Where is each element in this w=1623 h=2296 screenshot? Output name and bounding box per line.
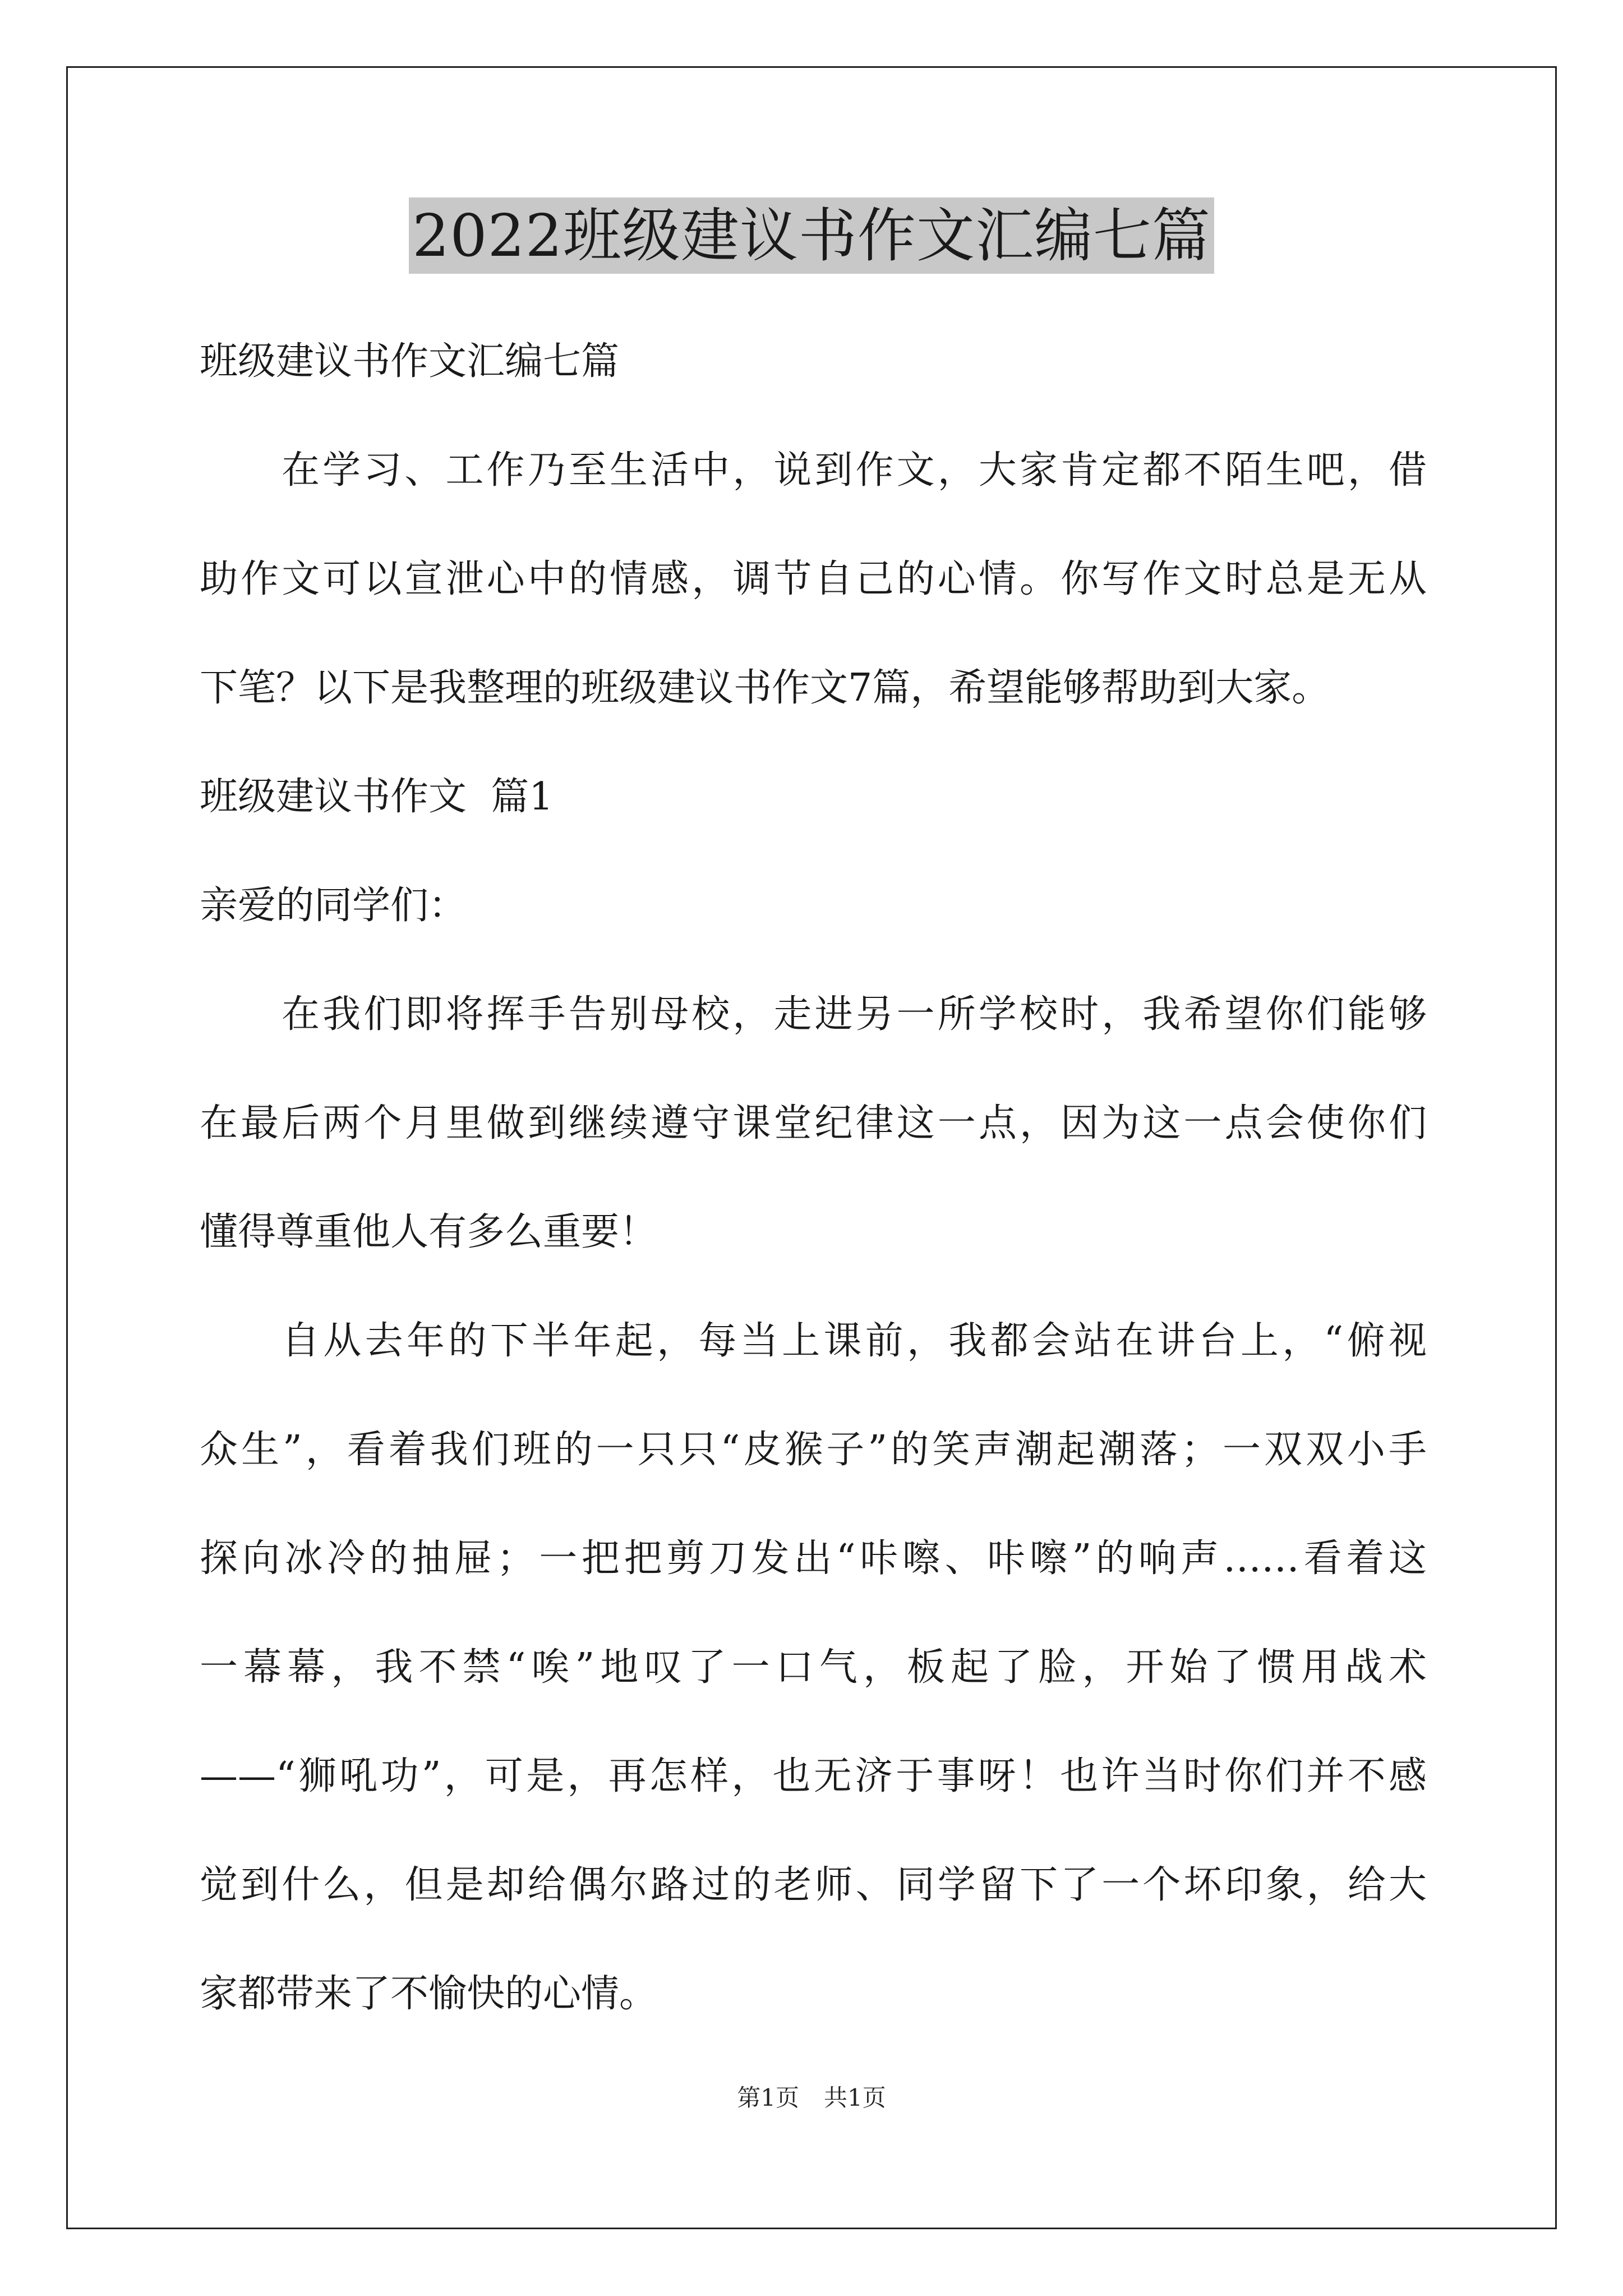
intro-line: 在学习、工作乃至生活中，说到作文，大家肯定都不陌生吧，借 [282,448,1427,493]
document-subtitle: 班级建议书作文汇编七篇 [200,339,620,384]
paragraph-line: 在我们即将挥手告别母校，走进另一所学校时，我希望你们能够 [282,992,1427,1037]
intro-line: 下笔？以下是我整理的班级建议书作文7篇，希望能够帮助到大家。 [200,666,1330,710]
document-body [200,307,1427,2049]
paragraph-line: ——“狮吼功”，可是，再怎样，也无济于事呀！也许当时你们并不感 [200,1754,1427,1798]
page-number: 第1页 [737,2084,799,2111]
paragraph-line: 懂得尊重他人有多么重要！ [200,1210,658,1254]
paragraph-line: 在最后两个月里做到继续遵守课堂纪律这一点，因为这一点会使你们 [200,1101,1427,1145]
title-wrap [0,197,1623,274]
paragraph-line: 一幕幕，我不禁“唉”地叹了一口气，板起了脸，开始了惯用战术 [200,1645,1427,1690]
page-footer [0,2081,1623,2115]
paragraph-line: 家都带来了不愉快的心情。 [200,1972,658,2016]
document-title: 2022班级建议书作文汇编七篇 [409,197,1214,274]
greeting: 亲爱的同学们： [200,884,467,928]
paragraph-line: 众生”，看着我们班的一只只“皮猴子”的笑声潮起潮落；一双双小手 [200,1428,1427,1472]
paragraph-line: 探向冰冷的抽屉；一把把剪刀发出“咔嚓、咔嚓”的响声……看着这 [200,1536,1427,1581]
section-heading: 班级建议书作文 篇1 [200,775,554,819]
paragraph-line: 自从去年的下半年起，每当上课前，我都会站在讲台上，“俯视 [282,1319,1427,1363]
page-count: 共1页 [824,2084,886,2111]
intro-line: 助作文可以宣泄心中的情感，调节自己的心情。你写作文时总是无从 [200,557,1427,601]
paragraph-line: 觉到什么，但是却给偶尔路过的老师、同学留下了一个坏印象，给大 [200,1863,1427,1907]
